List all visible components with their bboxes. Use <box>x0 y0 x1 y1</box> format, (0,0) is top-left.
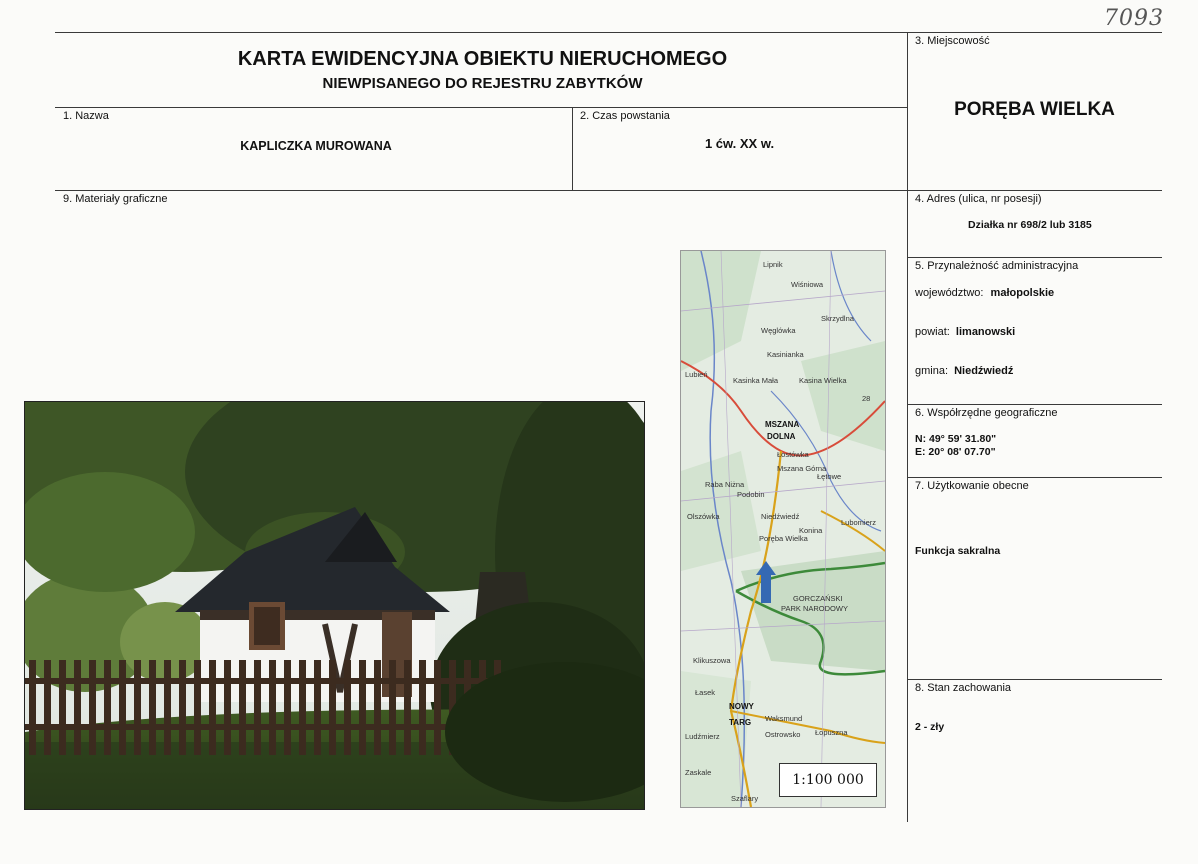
address-label: 4. Adres (ulica, nr posesji) <box>915 193 1042 205</box>
fence-picket <box>149 660 156 755</box>
map-label-lipnik: Lipnik <box>763 260 783 269</box>
card-subtitle: NIEWPISANEGO DO REJESTRU ZABYTKÓW <box>322 75 643 92</box>
fence-picket <box>359 660 366 755</box>
commune-value: Niedźwiedź <box>954 365 1014 377</box>
map-label-lostowka: Łostówka <box>777 450 809 459</box>
admin-rule <box>907 404 1162 405</box>
map-label-klikuszowa: Klikuszowa <box>693 656 731 665</box>
map-label-lubomierz: Lubomierz <box>841 518 877 527</box>
usage-label: 7. Użytkowanie obecne <box>915 480 1029 492</box>
coords-e: E: 20° 08' 07.70" <box>915 446 996 458</box>
usage-value: Funkcja sakralna <box>915 545 1001 557</box>
graphics-label: 9. Materiały graficzne <box>63 193 168 205</box>
fence-picket <box>119 660 126 755</box>
map-label-kasinka-mala: Kasinka Mała <box>733 376 779 385</box>
fence-picket <box>239 660 246 755</box>
fence-picket <box>389 660 396 755</box>
commune-label: gmina: <box>915 365 949 377</box>
period-value: 1 ćw. XX w. <box>704 136 775 151</box>
location-map-drawing <box>681 251 885 807</box>
fence-picket <box>419 660 426 755</box>
commune-row <box>915 365 1013 377</box>
fence-picket <box>299 660 306 755</box>
map-label-dolna: DOLNA <box>767 432 796 441</box>
name-value: KAPLICZKA MUROWANA <box>240 139 392 153</box>
address-rule <box>907 257 1162 258</box>
fence-picket <box>74 660 81 755</box>
usage-rule <box>907 679 1162 680</box>
fence-picket <box>44 660 51 755</box>
county-value: limanowski <box>955 326 1016 338</box>
fence-picket <box>29 660 36 755</box>
map-label-ostrowsko: Ostrowsko <box>765 730 801 739</box>
map-label-lopuszna: Łopuszna <box>815 728 848 737</box>
map-label-kasina-wielka: Kasina Wielka <box>799 376 847 385</box>
fence-picket <box>374 660 381 755</box>
map-label-waksmund: Waksmund <box>765 714 803 723</box>
right-column-divider <box>907 32 908 822</box>
map-label-mszana-gorna: Mszana Górna <box>777 464 827 473</box>
map-label-kasinianka: Kasinianka <box>767 350 804 359</box>
map-label-zaskale: Zaskale <box>685 768 712 777</box>
condition-label: 8. Stan zachowania <box>915 682 1012 694</box>
voivodeship-value: małopolskie <box>990 287 1055 299</box>
map-label-gorczanski: GORCZAŃSKI <box>793 594 843 603</box>
address-value: Działka nr 698/2 lub 3185 <box>968 219 1092 231</box>
period-label: 2. Czas powstania <box>580 110 670 122</box>
map-label-mszana: MSZANA <box>765 420 800 429</box>
map-scale: 1:100 000 <box>792 772 864 788</box>
map-label-niedzwiedz: Niedźwiedź <box>761 512 800 521</box>
fence-picket <box>254 660 261 755</box>
condition-value: 2 - zły <box>915 721 945 733</box>
map-label-szaflary: Szaflary <box>731 794 759 803</box>
location-map <box>680 250 886 808</box>
fence-picket <box>179 660 186 755</box>
map-label-poreba-wielka: Poręba Wielka <box>759 534 808 543</box>
top-rule <box>55 32 1162 33</box>
coords-rule <box>907 477 1162 478</box>
fence-picket <box>224 660 231 755</box>
map-label-nowy: NOWY <box>729 702 754 711</box>
fence-picket <box>284 660 291 755</box>
fence-picket <box>89 660 96 755</box>
map-road-number: 28 <box>862 394 871 403</box>
fence-picket <box>344 660 351 755</box>
chapel-photo-drawing <box>25 402 644 809</box>
map-label-targ: TARG <box>729 718 752 727</box>
map-label-ludzmierz: Ludźmierz <box>685 732 720 741</box>
admin-label: 5. Przynależność administracyjna <box>915 260 1079 272</box>
header-rule <box>55 107 907 108</box>
name-label: 1. Nazwa <box>63 110 109 122</box>
coords-n: N: 49° 59' 31.80" <box>915 433 997 445</box>
fence-picket <box>269 660 276 755</box>
chapel-photo <box>24 401 645 810</box>
fence-picket <box>104 660 111 755</box>
county-row <box>915 326 1015 338</box>
map-label-weglowka: Węglówka <box>761 326 796 335</box>
card-title: KARTA EWIDENCYJNA OBIEKTU NIERUCHOMEGO <box>237 48 728 70</box>
map-label-park-narodowy: PARK NARODOWY <box>781 604 848 613</box>
map-label-raba-nizna: Raba Niżna <box>705 480 745 489</box>
map-label-olszowka: Olszówka <box>687 512 720 521</box>
voivodeship-label: województwo: <box>915 287 984 299</box>
fence-picket <box>404 660 411 755</box>
fence-picket <box>209 660 216 755</box>
fence-picket <box>329 660 336 755</box>
locality-value: PORĘBA WIELKA <box>954 99 1115 120</box>
fence-picket <box>314 660 321 755</box>
fence-picket <box>59 660 66 755</box>
map-scale-box <box>779 763 877 797</box>
county-label: powiat: <box>915 326 950 338</box>
map-label-wisniowa: Wiśniowa <box>791 280 824 289</box>
fence-picket <box>434 660 441 755</box>
row1-rule <box>55 190 1162 191</box>
map-label-lasek: Łasek <box>695 688 716 697</box>
map-label-skrzydlna: Skrzydlna <box>821 314 854 323</box>
fence-picket <box>194 660 201 755</box>
map-label-konina: Konina <box>799 526 823 535</box>
map-label-letowe: Łętowe <box>817 472 842 481</box>
map-label-podobin: Podobin <box>737 490 765 499</box>
voivodeship-row <box>915 287 1054 299</box>
locality-label: 3. Miejscowość <box>915 35 990 47</box>
fence-picket <box>164 660 171 755</box>
map-label-lubien: Lubień <box>685 370 708 379</box>
coords-label: 6. Współrzędne geograficzne <box>915 407 1058 419</box>
catalog-number: 7093 <box>1104 6 1164 31</box>
fence-picket <box>134 660 141 755</box>
